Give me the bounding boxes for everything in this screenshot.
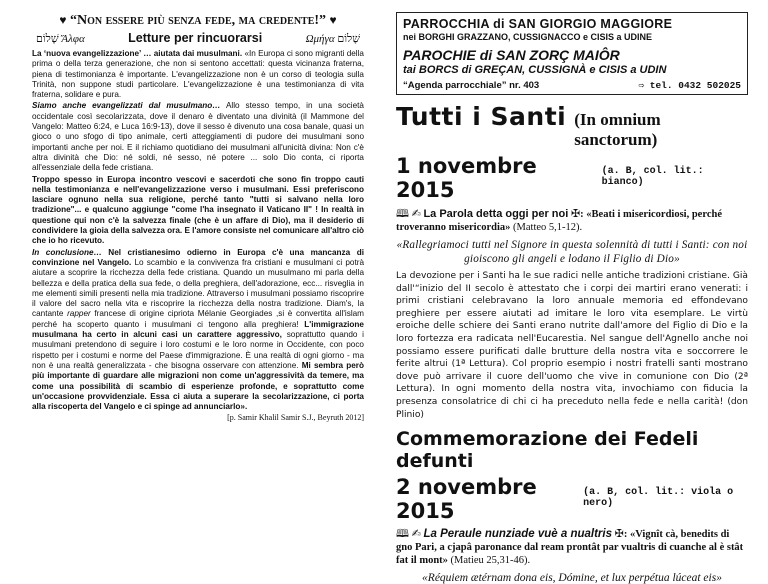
p2-lead: Siamo anche evangelizzati dal musulmano…	[32, 101, 221, 111]
hebrew-shalom-2: שָׁלוֹם	[337, 33, 360, 45]
santi-date-note: (a. B, col. lit.: bianco)	[601, 166, 704, 188]
requiem-antiphon: «Réquiem ætérnam dona eis, Dómine, et lux perpétua lúceat eis»	[422, 572, 722, 584]
right-column	[396, 12, 748, 584]
omega-word: Ωμήγα	[305, 33, 335, 45]
heart-icon: ♥	[59, 13, 67, 27]
santi-body: La devozione per i Santi ha le sue radici nelle antiche tradizioni cristiane. Già dall'“inizio del II secolo è attestato che i corpi dei martiri erano venerati: i primi cristiani celebravano la loro annuale memoria ed effondevano preghiere per essere aiutati ad imitare le loro vita esemplare. Le virtù eroiche delle schiere dei Santi erano nutrite dall'amore del Figlio di Dio e la loro fortezza era radicata nell'Eucarestia. Nel sangue dell'Agnello anche noi possiamo essere purificati dalle brutture della nostra vita e soccorrere le ferite altrui (1ª Lettura). Col proprio esempio i nostri fratelli santi mostrano dove può arrivare il cuore dell'uomo che vive in comunione con Dio (2ª Lettura). In ogni momento della nostra vita, invochiamo con fiducia la presenza consolatrice di chi ci ha preceduto nella fede e nella carità! (don Plinio)	[396, 271, 748, 420]
parish-name: PARROCCHIA di SAN GIORGIO MAGGIORE	[403, 17, 673, 31]
paragraph: Troppo spesso in Europa incontro vescovi e sacerdoti che sono fin troppo cauti nella testimonianza e nell'evangelizzazione verso i musulmani. Essi preferiscono lasciare ognuno nella sua religione, perché tanto "tutti si salvano nella loro tradizione"... e qualcuno aggiunge "come l'ha insegnato il Vaticano II" ! In realtà in questione qui non c'è la salvezza finale (che è un affare di Dio), ma il desiderio di condividere la gioia della salvezza ora. E l'amore consiste nel comunicare all'altro ciò che io ho ricevuto.	[32, 174, 364, 246]
fedeli-date-note: (a. B, col. lit.: viola o nero)	[583, 487, 734, 510]
p4-text-b: francese di origine cipriota Mélanie Georgiades ,si è convertita all'islam perché ha scoperto quanto i musulmani ci tengono alla preghiera!	[32, 309, 365, 329]
santi-date: 1 novembre 2015	[396, 154, 537, 202]
p4-text: Lo scambio e la convivenza fra cristiani e musulmani ci potrà aiutare a scoprire la ricchezza della fede cristiana. Quando un musulmano mi parla della bellezza e della pratica della sua fede, o della preghiera, dell'adorazione, ecc... risveglia in me elementi simili presenti nella mia tradizione. Attraverso i musulmani possiamo riscoprire il valore del sacro nella vita e riscoprire la ricchezza della nostra tradizione. Diam's, la cantante	[32, 257, 365, 319]
alpha-word: Ἄλφα	[61, 33, 85, 45]
p4-bold-3: Mi sembra però più importante di guardare alle migrazioni non come un'aggressività da temere, ma come una possibilità di scambio di esperienze profonde, e soprattutto come un'occasione provvidenziale. Essa ci aiuta a superare la secolarizzazione, ci porta alla riscoperta del Vangelo e ci spinge ad annunciarlo».	[32, 360, 364, 412]
peraule-quote: «Vignît cà, benedits di gno Pari, a cjapâ paronance dal ream prontât par vualtris di cuanche al è stât fat il mont»	[396, 529, 744, 567]
santi-title: Tutti i Santi	[396, 102, 567, 131]
heart-icon: ♥	[329, 13, 337, 27]
parola-section: 🕮 ✍ La Parola detta oggi per noi ✠: «Beati i misericordiosi, perché troveranno misericordia» (Matteo 5,1-12).	[396, 207, 722, 233]
parish-locations-friulian: tai BORCS di GREÇAN, CUSSIGNÀ e CISIS a UDIN	[403, 64, 667, 76]
p4-bold-2: L'immigrazione musulmana ha certo in alcuni casi un carattere aggressivo,	[32, 319, 364, 340]
agenda-row	[403, 80, 741, 91]
p2-text: Allo stesso tempo, in una società occidentale così secolarizzata, dove il denaro è diventato una divinità (il Mammone del Vangelo: Matteo 6:24, e Luca 16:9-13), dove il sesso è divenuto una cosa banale, quasi un gioco o uno sfogo di tipo animale, certi atteggiamenti di pudore dei musulmani sono importanti anche per noi. E il richiamo quotidiano dei musulmani all'unicità divina: Non c'è altra divinità che Dio: né soldi, né sesso, né potere ... solo Dio conta, ci riporta all'essenziale della fede cristiana.	[32, 101, 364, 173]
book-icon: 🕮	[396, 207, 409, 220]
p4-lead: In conclusione…	[32, 247, 102, 257]
book-icon: 🕮	[396, 527, 409, 541]
agenda-number: “Agenda parrocchiale” nr. 403	[403, 80, 540, 91]
santi-antiphon: «Rallegriamoci tutti nel Signore in questa solennità di tutti i Santi: con noi gioiscono gli angeli e lodano il Figlio di Dio»	[396, 239, 748, 265]
left-title-text: Non essere più senza fede, ma credente!	[76, 13, 320, 28]
parola-label: La Parola detta oggi per noi	[423, 208, 569, 220]
parola-quote: «Beati i misericordiosi, perché troveranno misericordia»	[396, 209, 722, 233]
santi-date-row	[396, 154, 748, 202]
parish-header-box	[396, 12, 748, 95]
left-title	[32, 12, 364, 29]
peraule-label: La Peraule nunziade vuè a nualtris	[423, 528, 612, 541]
left-column	[32, 10, 364, 538]
pen-icon: ✍	[411, 207, 421, 220]
cross-icon: ✠	[614, 527, 624, 541]
parish-locations: nei BORGHI GRAZZANO, CUSSIGNACCO e CISIS a UDINE	[403, 32, 653, 42]
pen-icon: ✍	[411, 527, 421, 541]
title-open-quote: “	[69, 13, 77, 28]
title-close-quote: ”	[319, 13, 327, 28]
fedeli-date-row	[396, 475, 748, 523]
p1-text: «In Europa ci sono migranti della prima o della terza generazione, che non si sentono accettati: questa vicinanza fraterna, piena di testimonianza è importante. L'evangelizzazione non è un corso di teologia sulla Trinità, non suppone studi particolare. L'evangelizzazione è una testimonianza di vita fraterna, solidare e pura.	[32, 49, 364, 100]
author-signature: [p. Samir Khalil Samir S.J., Beyruth 2012]	[227, 413, 364, 423]
paragraph	[32, 49, 364, 100]
left-subtitle-row	[32, 31, 364, 45]
paragraph	[32, 101, 364, 173]
p1-lead: La ‘nuova evangelizzazione’ … aiutata dai musulmani.	[32, 49, 243, 58]
hebrew-shalom: שָׁלוֹם	[36, 33, 59, 45]
santi-heading	[396, 102, 748, 150]
left-article	[32, 49, 364, 424]
telephone: ⇨ tel. 0432 502025	[638, 80, 741, 91]
peraule-section: 🕮 ✍ La Peraule nunziade vuè a nualtris ✠: «Vignît cà, benedits di gno Pari, a cjapâ paronance dal ream prontât par vualtris di cuanche al è stât fat il mont» (Matieu 25,31-46).	[396, 527, 744, 567]
p4-bold: Nel cristianesimo odierno in Europa c'è una mancanza di convinzione nel Vangelo.	[32, 247, 364, 267]
parish-name-friulian: PAROCHIE di SAN ZORÇ MAIÔR	[403, 47, 620, 63]
cross-icon: ✠	[570, 207, 581, 220]
fedeli-title: Commemorazione dei Fedeli defunti	[396, 428, 699, 473]
peraule-ref: (Matieu 25,31-46).	[447, 555, 531, 567]
fedeli-date: 2 novembre 2015	[396, 475, 537, 524]
santi-latin: (In omnium sanctorum)	[574, 110, 661, 149]
p4-italic: rapper	[67, 309, 91, 319]
p4-text-c: soprattutto quando i musulmani pretendono di seguire i loro costumi e le loro norme in Occidente, con poco rispetto per i costumi e norme del Paese d'immigrazione. È una realtà di ogni giorno - ma non è una realtà generalizzata - che bisogna osservare con attenzione.	[32, 330, 364, 370]
parola-ref: (Matteo 5,1-12).	[510, 222, 583, 233]
paragraph	[32, 248, 364, 413]
left-subtitle: Letture per rincuorarsi	[128, 31, 263, 45]
